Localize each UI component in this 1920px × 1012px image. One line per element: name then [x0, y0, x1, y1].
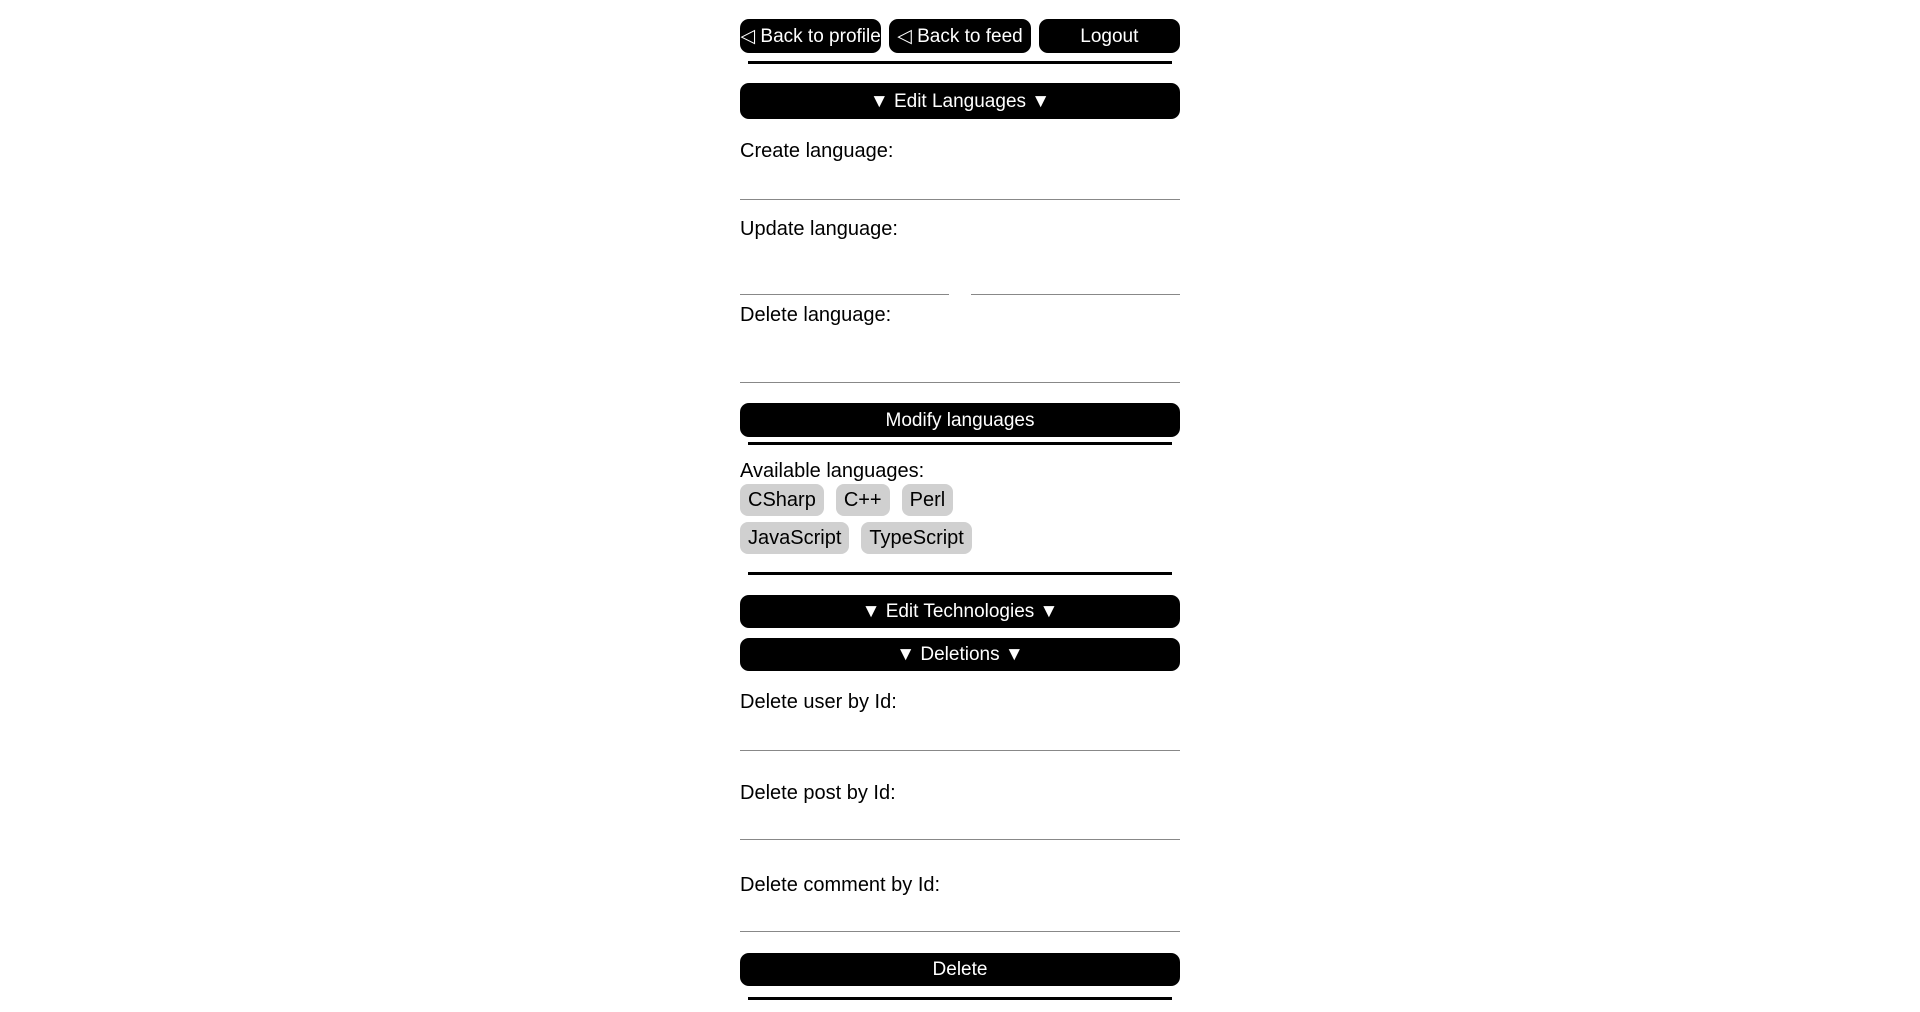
language-tag: Perl [902, 484, 954, 516]
back-to-feed-button[interactable]: ◁ Back to feed [889, 19, 1030, 53]
top-button-row [740, 19, 1180, 53]
delete-language-input[interactable] [740, 327, 1180, 383]
update-language-inputs [740, 241, 1180, 295]
logout-button[interactable]: Logout [1039, 19, 1180, 53]
language-tag: JavaScript [740, 522, 849, 554]
edit-technologies-toggle[interactable]: ▼ Edit Technologies ▼ [740, 595, 1180, 628]
separator-line [748, 572, 1172, 575]
delete-post-label: Delete post by Id: [740, 782, 896, 804]
language-tag: CSharp [740, 484, 824, 516]
available-languages-label: Available languages: [740, 460, 925, 482]
delete-post-id-input[interactable] [740, 805, 1180, 840]
create-language-label: Create language: [740, 140, 894, 162]
update-language-old-input[interactable] [740, 241, 949, 295]
modify-languages-button[interactable]: Modify languages [740, 403, 1180, 437]
delete-comment-id-input[interactable] [740, 897, 1180, 932]
separator-line [748, 442, 1172, 445]
deletions-toggle[interactable]: ▼ Deletions ▼ [740, 638, 1180, 671]
separator-line [748, 61, 1172, 64]
delete-button[interactable]: Delete [740, 953, 1180, 986]
delete-user-label: Delete user by Id: [740, 691, 897, 713]
main-column [740, 0, 1180, 1000]
language-tag: C++ [836, 484, 890, 516]
delete-user-id-input[interactable] [740, 714, 1180, 751]
available-languages-list [740, 484, 1070, 560]
delete-language-label: Delete language: [740, 304, 892, 326]
update-language-label: Update language: [740, 218, 898, 240]
create-language-input[interactable] [740, 163, 1180, 200]
delete-comment-label: Delete comment by Id: [740, 874, 941, 896]
back-to-profile-button[interactable]: ◁ Back to profile [740, 19, 881, 53]
separator-line [748, 997, 1172, 1000]
language-tag: TypeScript [861, 522, 971, 554]
edit-languages-toggle[interactable]: ▼ Edit Languages ▼ [740, 83, 1180, 119]
update-language-new-input[interactable] [971, 241, 1180, 295]
